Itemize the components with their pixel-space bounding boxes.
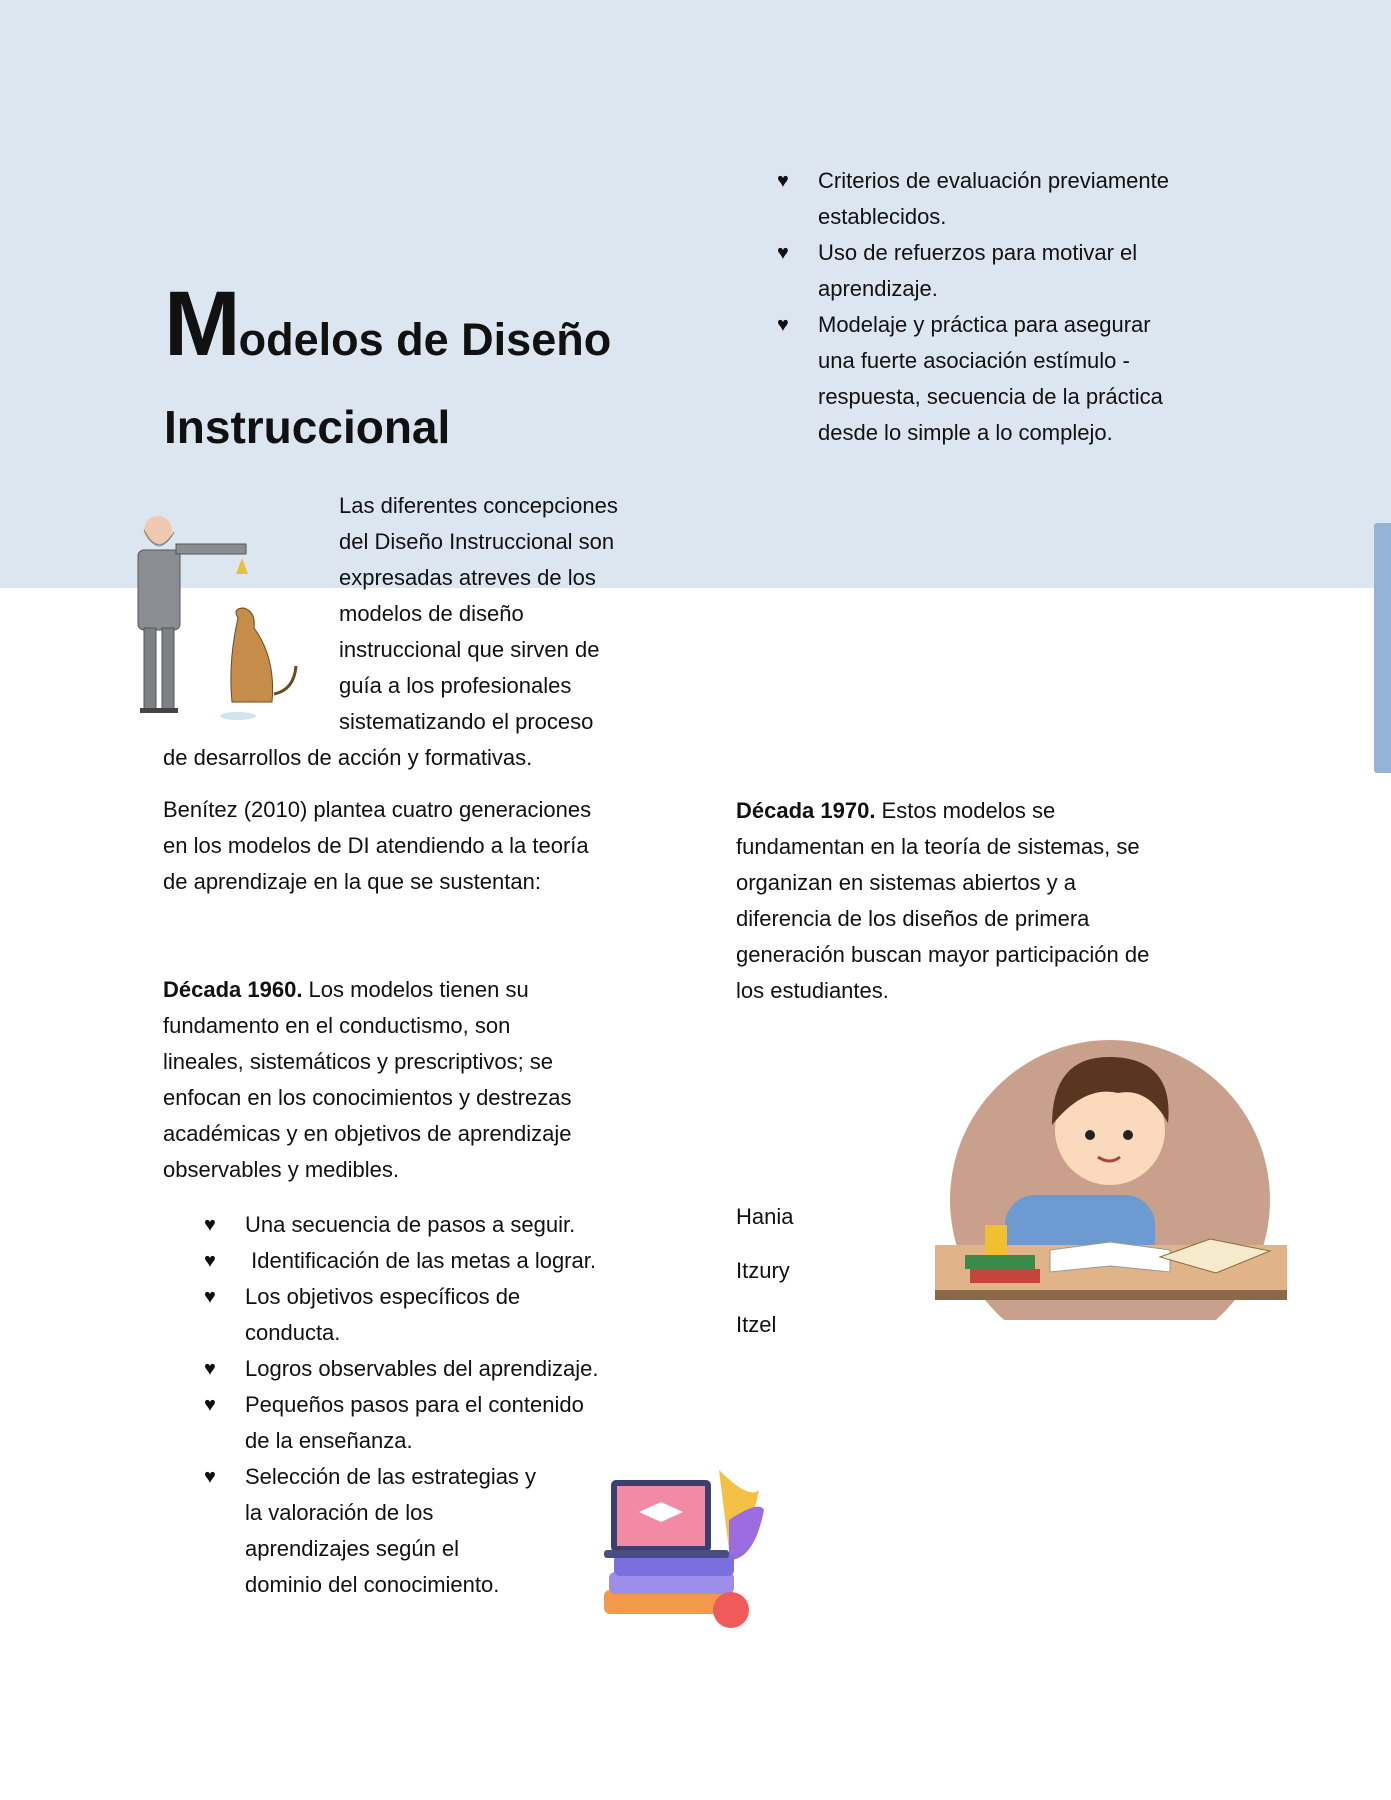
- benitez-line: en los modelos de DI atendiendo a la teoría: [163, 833, 589, 858]
- list-item-line: una fuerte asociación estímulo -: [818, 348, 1130, 373]
- decada-1960-line: enfocan en los conocimientos y destrezas: [163, 1085, 572, 1110]
- list-item-line: Selección de las estrategias y: [245, 1464, 537, 1489]
- heart-bullet-icon: ♥: [777, 314, 789, 336]
- author-name: Hania: [736, 1204, 794, 1229]
- list-item-line: Identificación de las metas a lograr.: [245, 1248, 596, 1273]
- bullet-list-1960: [204, 1207, 598, 1603]
- intro-last-line: de desarrollos de acción y formativas.: [163, 745, 533, 770]
- decada-1960-line: Los modelos tienen su: [302, 977, 529, 1002]
- page-title: [164, 273, 612, 375]
- list-item-line: aprendizajes según el: [245, 1536, 460, 1561]
- heart-bullet-icon: ♥: [204, 1286, 216, 1308]
- list-item-line: Logros observables del aprendizaje.: [245, 1356, 599, 1381]
- authors-list: [736, 1190, 793, 1352]
- boy-studying-illustration: [930, 1035, 1292, 1320]
- list-item: [777, 235, 1169, 307]
- list-item: [777, 163, 1169, 235]
- list-item: [204, 1387, 598, 1459]
- intro-line: del Diseño Instruccional son: [339, 529, 615, 554]
- decada-1970-heading: Década 1970.: [736, 798, 876, 823]
- list-item-line: dominio del conocimiento.: [245, 1572, 500, 1597]
- list-item-line: la valoración de los: [245, 1500, 434, 1525]
- decada-1960-line: lineales, sistemáticos y prescriptivos; se: [163, 1049, 554, 1074]
- intro-line: expresadas atreves de los: [339, 565, 596, 590]
- list-item: [204, 1243, 598, 1279]
- page-title-line2: Instruccional: [164, 401, 451, 453]
- intro-line: guía a los profesionales: [339, 673, 572, 698]
- benitez-paragraph: [163, 792, 591, 900]
- benitez-line: de aprendizaje en la que se sustentan:: [163, 869, 541, 894]
- intro-line: instruccional que sirven de: [339, 637, 600, 662]
- author-name: Itzel: [736, 1312, 777, 1337]
- intro-paragraph: [339, 488, 618, 740]
- pavlov-dog-illustration: [118, 508, 323, 726]
- list-item-line: Criterios de evaluación previamente: [818, 168, 1169, 193]
- heart-bullet-icon: ♥: [777, 242, 789, 264]
- title-rest: odelos de Diseño: [238, 314, 612, 365]
- laptop-books-illustration: [599, 1460, 764, 1632]
- decada-1970-line: organizan en sistemas abiertos y a: [736, 870, 1076, 895]
- heart-bullet-icon: ♥: [777, 170, 789, 192]
- decada-1970-line: generación buscan mayor participación de: [736, 942, 1150, 967]
- intro-line: modelos de diseño: [339, 601, 524, 626]
- list-item: [204, 1279, 598, 1351]
- list-item: [204, 1459, 598, 1603]
- benitez-line: Benítez (2010) plantea cuatro generaciones: [163, 797, 592, 822]
- list-item-line: Pequeños pasos para el contenido: [245, 1392, 584, 1417]
- list-item-line: establecidos.: [818, 204, 947, 229]
- heart-bullet-icon: ♥: [204, 1250, 216, 1272]
- list-item-line: Uso de refuerzos para motivar el: [818, 240, 1138, 265]
- list-item-line: de la enseñanza.: [245, 1428, 413, 1453]
- list-item: [204, 1351, 598, 1387]
- decada-1960-line: observables y medibles.: [163, 1157, 400, 1182]
- title-initial: M: [164, 273, 239, 375]
- list-item-line: respuesta, secuencia de la práctica: [818, 384, 1163, 409]
- decada-1970-line: los estudiantes.: [736, 978, 889, 1003]
- list-item-line: Modelaje y práctica para asegurar: [818, 312, 1151, 337]
- intro-line: Las diferentes concepciones: [339, 493, 618, 518]
- decada-1970-line: fundamentan en la teoría de sistemas, se: [736, 834, 1140, 859]
- decada-1960-heading: Década 1960.: [163, 977, 303, 1002]
- list-item-line: Los objetivos específicos de: [245, 1284, 521, 1309]
- decada-1970-paragraph: [736, 793, 1149, 1009]
- heart-bullet-icon: ♥: [204, 1214, 216, 1236]
- decada-1960-line: académicas y en objetivos de aprendizaje: [163, 1121, 572, 1146]
- decada-1970-line: diferencia de los diseños de primera: [736, 906, 1090, 931]
- intro-line: sistematizando el proceso: [339, 709, 594, 734]
- author-name: Itzury: [736, 1258, 790, 1283]
- list-item: [777, 307, 1169, 451]
- decada-1970-line: Estos modelos se: [875, 798, 1056, 823]
- heart-bullet-icon: ♥: [204, 1358, 216, 1380]
- list-item-line: aprendizaje.: [818, 276, 938, 301]
- decada-1960-line: fundamento en el conductismo, son: [163, 1013, 511, 1038]
- scrollbar[interactable]: [1374, 523, 1391, 773]
- list-item-line: desde lo simple a lo complejo.: [818, 420, 1113, 445]
- heart-bullet-icon: ♥: [204, 1394, 216, 1416]
- bullet-list-top-right: [777, 163, 1169, 451]
- list-item: [204, 1207, 598, 1243]
- list-item-line: Una secuencia de pasos a seguir.: [245, 1212, 576, 1237]
- list-item-line: conducta.: [245, 1320, 341, 1345]
- decada-1960-paragraph: [163, 972, 571, 1188]
- heart-bullet-icon: ♥: [204, 1466, 216, 1488]
